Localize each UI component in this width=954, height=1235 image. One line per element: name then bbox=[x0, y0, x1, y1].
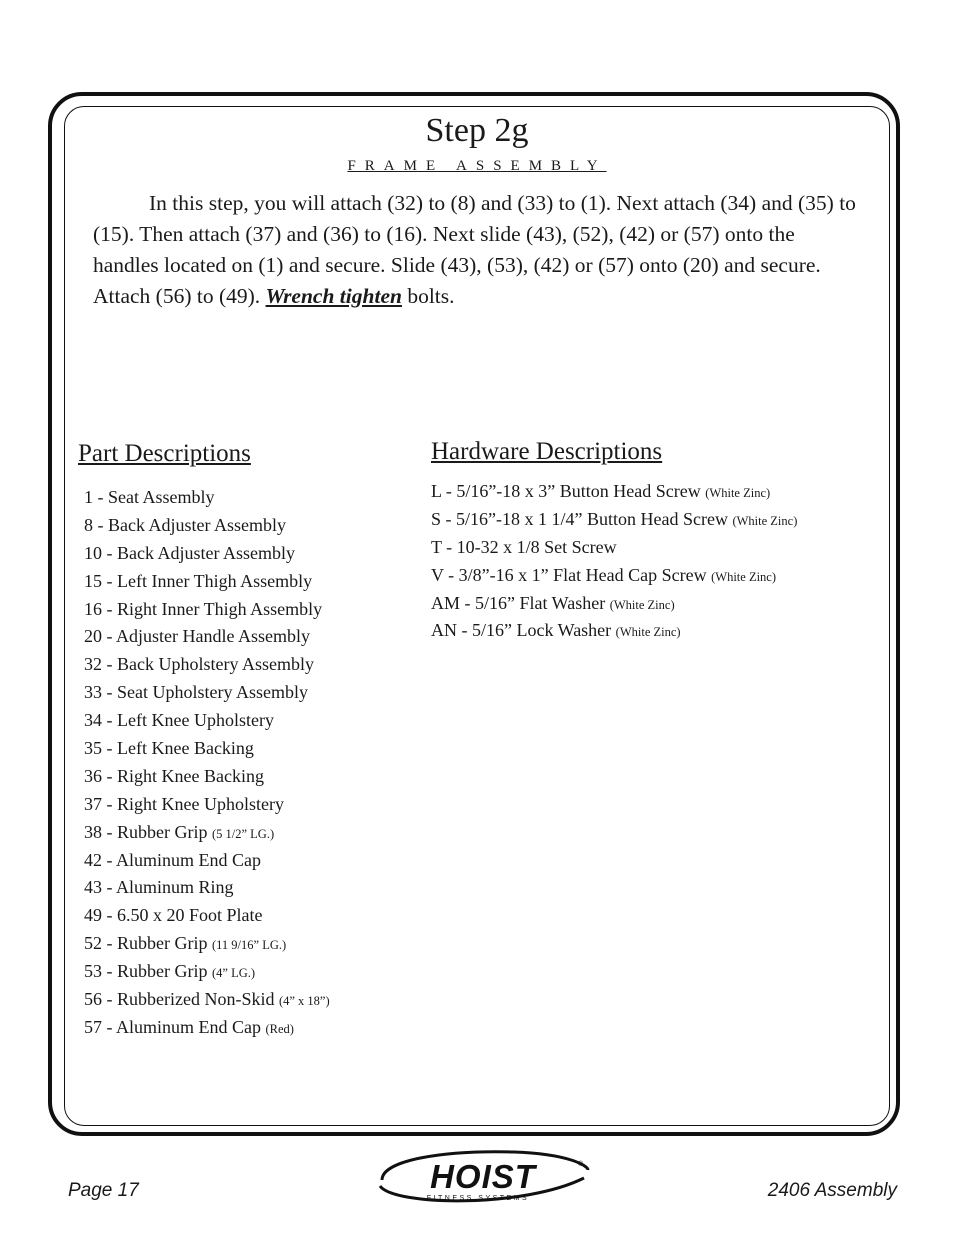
part-item-label: 36 - Right Knee Backing bbox=[84, 765, 264, 786]
part-item bbox=[84, 540, 330, 568]
part-item-label: 33 - Seat Upholstery Assembly bbox=[84, 682, 308, 703]
part-item bbox=[84, 819, 330, 847]
hardware-item-note: (White Zinc) bbox=[711, 569, 777, 584]
instructions-text: In this step, you will attach (32) to (8) and (33) to (1). Next attach (34) and (35) to (15). Then attach (37) and (36) to (16). Next slide (43), (52), (42) or (57) onto the handles located on (1) and secure. Slide (43), (53), (42) or (57) onto (20) and secure. Attach (56) to (49). bbox=[93, 191, 856, 308]
part-item-note: (4” x 18”) bbox=[278, 994, 330, 1009]
part-item-label: 32 - Back Upholstery Assembly bbox=[84, 654, 314, 675]
hardware-item bbox=[431, 506, 797, 534]
part-item bbox=[84, 847, 330, 875]
hardware-item bbox=[431, 534, 797, 562]
part-item-label: 56 - Rubberized Non-Skid bbox=[84, 989, 275, 1010]
part-item bbox=[84, 568, 330, 596]
part-item-label: 1 - Seat Assembly bbox=[84, 487, 215, 507]
part-item bbox=[84, 484, 330, 512]
hoist-logo bbox=[374, 1146, 592, 1212]
part-item bbox=[84, 735, 330, 763]
part-item-label: 38 - Rubber Grip bbox=[84, 821, 208, 842]
part-item bbox=[84, 651, 330, 679]
part-item-label: 34 - Left Knee Upholstery bbox=[84, 710, 274, 731]
part-item-label: 10 - Back Adjuster Assembly bbox=[84, 542, 295, 563]
hardware-item-note: (White Zinc) bbox=[705, 486, 771, 500]
hardware-item bbox=[431, 617, 797, 645]
part-item bbox=[84, 763, 330, 791]
part-item-label: 20 - Adjuster Handle Assembly bbox=[84, 626, 310, 647]
part-item bbox=[84, 986, 330, 1014]
part-item bbox=[84, 902, 330, 930]
hardware-item-label: AN - 5/16” Lock Washer bbox=[431, 620, 612, 641]
instructions-emphasis: Wrench tighten bbox=[265, 284, 402, 308]
part-item bbox=[84, 679, 330, 707]
part-item bbox=[84, 791, 330, 819]
hardware-list bbox=[431, 478, 797, 645]
hardware-item bbox=[431, 478, 797, 506]
instructions-end: bolts. bbox=[401, 284, 455, 308]
hardware-heading: Hardware Descriptions bbox=[431, 438, 663, 465]
part-item bbox=[84, 512, 330, 540]
part-item-label: 57 - Aluminum End Cap bbox=[84, 1016, 261, 1037]
part-item bbox=[84, 623, 330, 651]
part-item-label: 15 - Left Inner Thigh Assembly bbox=[84, 570, 313, 591]
parts-heading: Part Descriptions bbox=[78, 440, 251, 467]
part-item-label: 52 - Rubber Grip bbox=[84, 933, 208, 954]
part-item-note: (Red) bbox=[265, 1021, 294, 1036]
logo-wordmark: HOIST bbox=[430, 1158, 536, 1195]
part-item-label: 8 - Back Adjuster Assembly bbox=[84, 514, 286, 535]
logo-tagline: FITNESS SYSTEMS bbox=[426, 1195, 530, 1202]
part-item-note: (5 1/2” LG.) bbox=[211, 826, 275, 841]
part-item-note: (11 9/16” LG.) bbox=[211, 938, 287, 953]
part-item bbox=[84, 874, 330, 902]
step-subtitle: FRAME ASSEMBLY bbox=[347, 158, 607, 174]
part-item bbox=[84, 596, 330, 624]
part-item bbox=[84, 930, 330, 958]
registered-mark: ® bbox=[578, 1161, 584, 1168]
hardware-item-note: (White Zinc) bbox=[615, 625, 681, 640]
parts-list bbox=[84, 484, 330, 1042]
instructions-paragraph bbox=[93, 188, 863, 312]
hardware-item-note: (White Zinc) bbox=[732, 513, 798, 528]
page-number: Page 17 bbox=[68, 1180, 139, 1201]
part-item bbox=[84, 1014, 330, 1042]
hardware-item-label: AM - 5/16” Flat Washer bbox=[431, 592, 606, 613]
part-item-label: 42 - Aluminum End Cap bbox=[84, 849, 261, 870]
hardware-item bbox=[431, 562, 797, 590]
part-item bbox=[84, 958, 330, 986]
document-name: 2406 Assembly bbox=[767, 1180, 897, 1201]
part-item-label: 37 - Right Knee Upholstery bbox=[84, 793, 284, 814]
part-item-note: (4” LG.) bbox=[211, 966, 256, 981]
hardware-item-note: (White Zinc) bbox=[609, 597, 675, 612]
hardware-item-label: V - 3/8”-16 x 1” Flat Head Cap Screw bbox=[431, 564, 707, 585]
part-item-label: 43 - Aluminum Ring bbox=[84, 877, 234, 898]
part-item-label: 53 - Rubber Grip bbox=[84, 961, 208, 982]
part-item-label: 35 - Left Knee Backing bbox=[84, 738, 254, 759]
hardware-item-label: S - 5/16”-18 x 1 1/4” Button Head Screw bbox=[431, 508, 728, 529]
part-item-label: 49 - 6.50 x 20 Foot Plate bbox=[84, 905, 263, 926]
hardware-item bbox=[431, 590, 797, 618]
part-item-label: 16 - Right Inner Thigh Assembly bbox=[84, 598, 323, 619]
step-title: Step 2g bbox=[425, 112, 529, 149]
part-item bbox=[84, 707, 330, 735]
hardware-item-label: L - 5/16”-18 x 3” Button Head Screw bbox=[431, 481, 701, 501]
hardware-item-label: T - 10-32 x 1/8 Set Screw bbox=[431, 536, 617, 557]
